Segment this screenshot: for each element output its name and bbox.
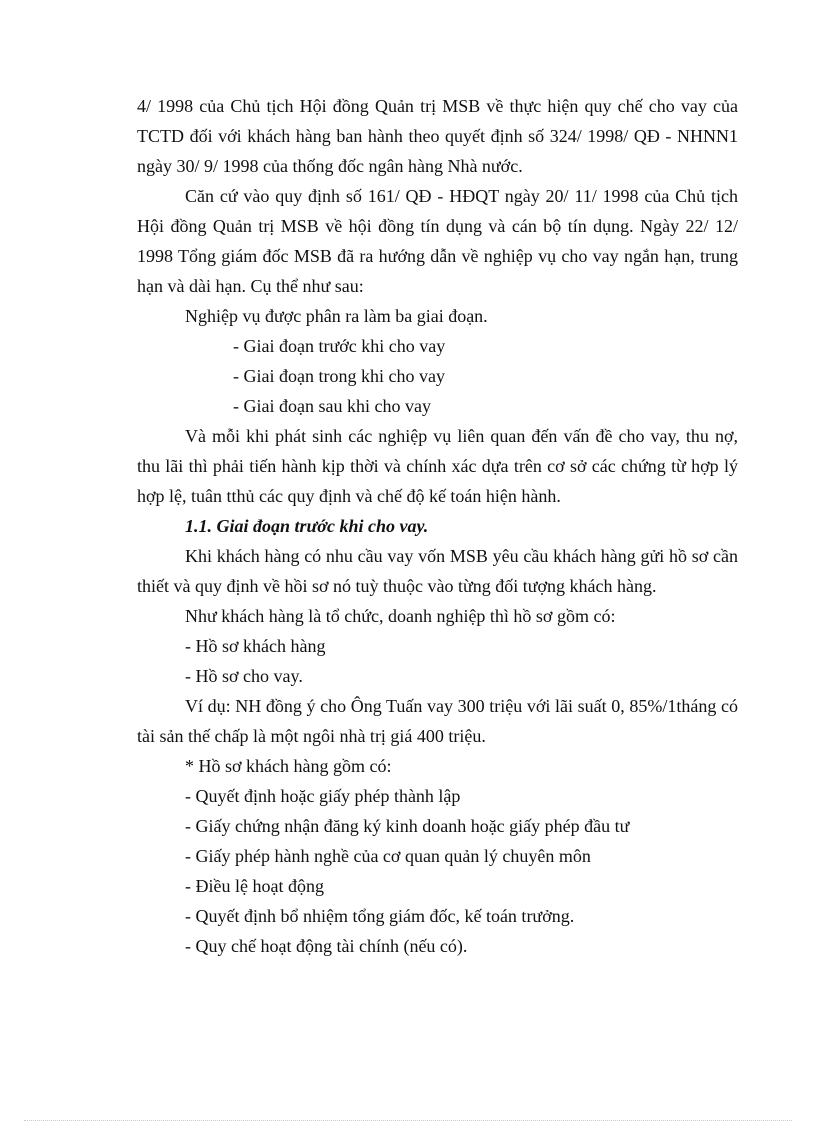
- list-item-appointment: - Quyết định bổ nhiệm tổng giám đốc, kế toán trưởng.: [185, 906, 575, 926]
- list-item-loan-file: - Hồ sơ cho vay.: [185, 666, 303, 686]
- list-item-decision: - Quyết định hoặc giấy phép thành lập: [185, 786, 461, 806]
- stage-item-after: - Giai đoạn sau khi cho vay: [233, 396, 431, 416]
- list-item-business-registration: - Giấy chứng nhận đăng ký kinh doanh hoặc giấy phép đầu tư: [185, 816, 630, 836]
- paragraph-stages-intro: Nghiệp vụ được phân ra làm ba giai đoạn.: [185, 306, 488, 326]
- section-heading: 1.1. Giai đoạn trước khi cho vay.: [185, 516, 429, 536]
- stage-item-before: - Giai đoạn trước khi cho vay: [233, 336, 446, 356]
- paragraph-continuation: 4/ 1998 của Chủ tịch Hội đồng Quản trị MSB về thực hiện quy chế cho vay của TCTD đối với khách hàng ban hành theo quyết định số 324/ 1998/ QĐ - NHNN1 ngày 30/ 9/ 1998 của thống đốc ngân hàng Nhà nước.: [137, 96, 738, 176]
- paragraph-organization-docs: Như khách hàng là tổ chức, doanh nghiệp thì hồ sơ gồm có:: [185, 606, 616, 626]
- list-item-customer-file: - Hồ sơ khách hàng: [185, 636, 326, 656]
- paragraph-loan-request: Khi khách hàng có nhu cầu vay vốn MSB yêu cầu khách hàng gửi hồ sơ cần thiết và quy định về hồi sơ nó tuỳ thuộc vào từng đối tượng khách hàng.: [137, 546, 738, 596]
- list-item-practice-license: - Giấy phép hành nghề của cơ quan quản lý chuyên môn: [185, 846, 591, 866]
- paragraph-example: Ví dụ: NH đồng ý cho Ông Tuấn vay 300 triệu với lãi suất 0, 85%/1tháng có tài sản thế chấp là một ngôi nhà trị giá 400 triệu.: [137, 696, 738, 746]
- list-heading-customer-file: * Hồ sơ khách hàng gồm có:: [185, 756, 392, 776]
- paragraph-legal-basis: Căn cứ vào quy định số 161/ QĐ - HĐQT ngày 20/ 11/ 1998 của Chủ tịch Hội đồng Quản trị MSB về hội đồng tín dụng và cán bộ tín dụng. Ngày 22/ 12/ 1998 Tổng giám đốc MSB đã ra hướng dẫn về nghiệp vụ cho vay ngắn hạn, trung hạn và dài hạn. Cụ thể như sau:: [137, 186, 738, 296]
- page-bottom-border: [24, 1120, 792, 1121]
- list-item-charter: - Điều lệ hoạt động: [185, 876, 324, 896]
- paragraph-accounting: Và mỗi khi phát sinh các nghiệp vụ liên quan đến vấn đề cho vay, thu nợ, thu lãi thì phải tiến hành kịp thời và chính xác dựa trên cơ sở các chứng từ hợp lý hợp lệ, tuân tthủ các quy định và chế độ kế toán hiện hành.: [137, 426, 738, 506]
- stage-item-during: - Giai đoạn trong khi cho vay: [233, 366, 445, 386]
- list-item-financial-rules: - Quy chế hoạt động tài chính (nếu có).: [185, 936, 468, 956]
- document-body: [137, 91, 738, 961]
